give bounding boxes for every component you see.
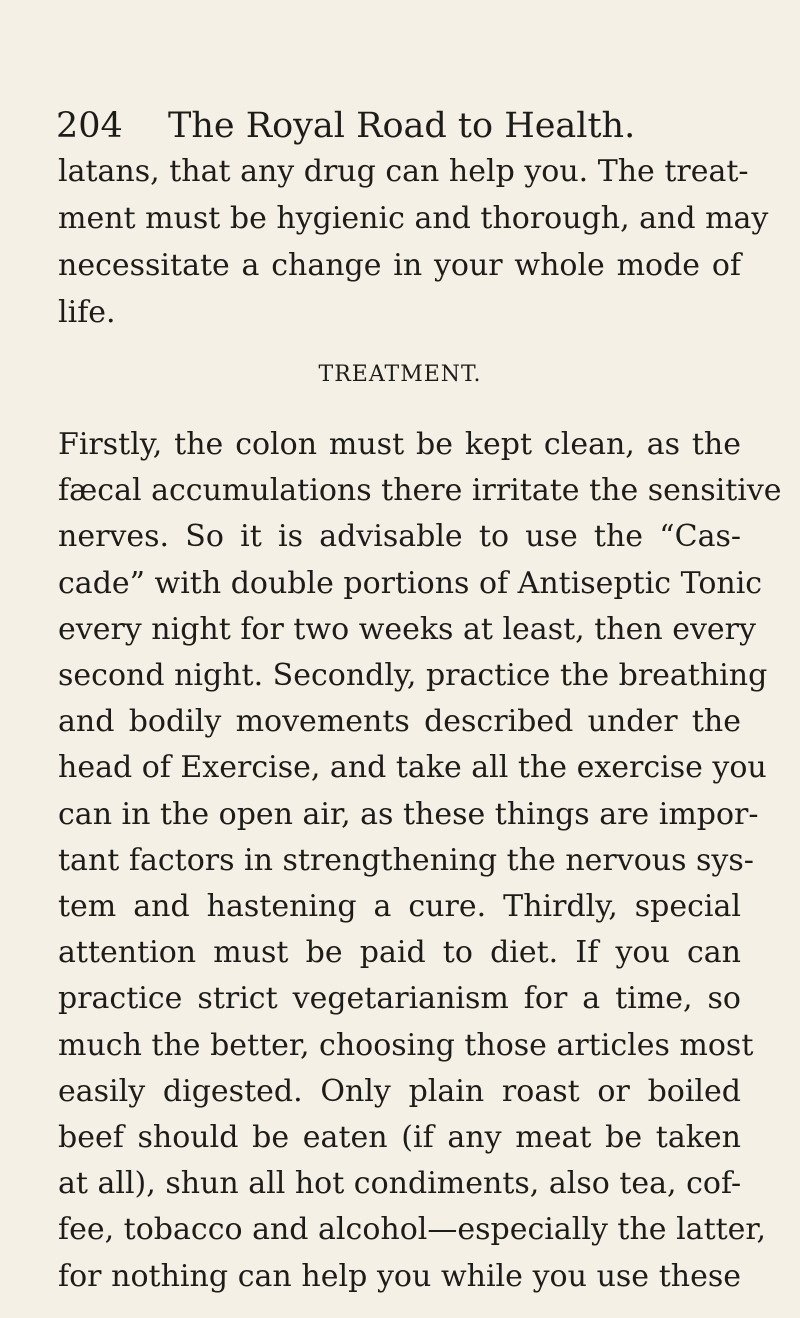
text-line: for nothing can help you while you use these <box>58 1258 741 1294</box>
running-head <box>56 100 746 152</box>
page-number: 204 <box>56 106 123 146</box>
text-line: fee, tobacco and alcohol—especially the latter, <box>58 1212 767 1248</box>
text-line: practice strict vegetarianism for a time, so <box>58 981 741 1017</box>
text-line: can in the open air, as these things are impor- <box>58 796 759 832</box>
text-line: tem and hastening a cure. Thirdly, special <box>58 889 741 925</box>
text-line: and bodily movements described under the <box>58 704 741 740</box>
text-line: easily digested. Only plain roast or boiled <box>58 1073 741 1109</box>
text-line: Firstly, the colon must be kept clean, as the <box>58 427 741 462</box>
paragraph-continued <box>58 148 769 336</box>
text-line: every night for two weeks at least, then every <box>58 611 756 647</box>
text-line: nerves. So it is advisable to use the “Cas- <box>58 519 741 555</box>
text-line: tant factors in strengthening the nervous sys- <box>58 842 754 878</box>
text-line: attention must be paid to diet. If you can <box>58 935 741 971</box>
text-line: head of Exercise, and take all the exercise you <box>58 750 767 786</box>
text-line: cade” with double portions of Antiseptic Tonic <box>58 565 763 601</box>
text-line: life. <box>58 295 116 330</box>
text-line: latans, that any drug can help you. The treat- <box>58 154 749 189</box>
text-line: ment must be hygienic and thorough, and may <box>58 201 769 236</box>
text-line: beef should be eaten (if any meat be taken <box>58 1120 741 1156</box>
section-heading: TREATMENT. <box>318 362 482 387</box>
book-title: The Royal Road to Health. <box>168 106 636 146</box>
text-line: second night. Secondly, practice the breathing <box>58 658 768 694</box>
paragraph-treatment <box>58 422 782 1300</box>
text-line: fæcal accumulations there irritate the sensitive <box>58 473 782 509</box>
text-line: necessitate a change in your whole mode of <box>58 248 741 283</box>
text-line: at all), shun all hot condiments, also tea, cof- <box>58 1166 742 1202</box>
text-line: much the better, choosing those articles most <box>58 1027 754 1063</box>
